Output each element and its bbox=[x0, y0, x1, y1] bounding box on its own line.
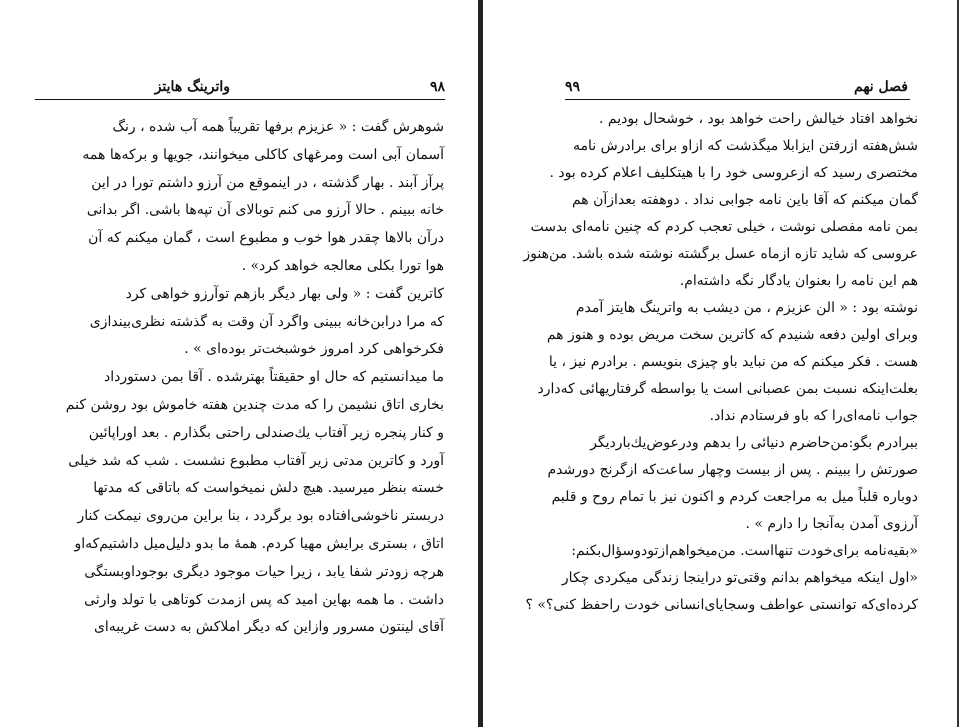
page-number: ۹۸ bbox=[429, 79, 445, 95]
text-line: خسته بنظر میرسید. هیچ دلش نمیخواست که باتاقی که مدتها bbox=[93, 480, 444, 497]
text-line: شوهرش گفت : « عزیزم برفها تقریباً همه آب شده ، رنگ bbox=[112, 119, 444, 135]
right-page-header bbox=[565, 76, 908, 98]
text-line: آقای لینتون مسرور وازاین که دیگر املاکش به دست غریبه‌ای bbox=[93, 619, 444, 636]
text-line: نخواهد افتاد خیالش راحت خواهد بود ، خوشحال بودیم . bbox=[599, 111, 918, 127]
left-page bbox=[0, 0, 478, 727]
running-title: فصل نهم bbox=[854, 79, 908, 95]
running-title: واترینگ هایتز bbox=[154, 79, 230, 95]
text-line: داشت . ما همه بهاین امید که پس ازمدت کوتاهی با تولد وارثی bbox=[84, 591, 444, 608]
text-line: «بقیه‌نامه برای‌خودت تنهااست. من‌میخواهم‌ازتو‌دوسؤال‌بکنم: bbox=[571, 543, 918, 559]
text-line: آسمان آبی است ومرغهای کاکلی میخوانند، جویها و برکه‌ها همه bbox=[82, 146, 444, 163]
text-line: هست . فکر میکنم که من نباید باو چیزی بنویسم . برادرم نیز ، یا bbox=[548, 354, 918, 370]
text-line: اتاق ، بستری برایش مهیا کردم. همهٔ ما بدو دلیل‌میل داشتیم‌که‌او bbox=[74, 536, 444, 552]
right-page-edge bbox=[957, 0, 959, 727]
text-line: دوباره قلباً میل به مراجعت کردم و اکنون نیز با تمام روح و قلبم bbox=[551, 489, 918, 505]
text-line: و کنار پنجره زیر آفتاب یك‌صندلی راحتی بگذارم . بعد اورا‌پائین bbox=[88, 424, 444, 441]
text-line: شش‌هفته ازرفتن ایزابلا میگذشت که ازاو برای برادرش نامه bbox=[573, 138, 918, 154]
text-line: هرچه زودتر شفا یابد ، زیرا حیات موجود دیگری بوجوداو‌بستگی bbox=[84, 563, 444, 580]
text-line: آرزوی آمدن به‌آنجا را دارم » . bbox=[745, 516, 918, 532]
text-line: گمان میکنم که آقا باین نامه جوابی نداد . دوهفته بعدازآن هم bbox=[571, 192, 918, 208]
text-line: کاترین گفت : « ولی بهار دیگر بازهم توآرزو خواهی کرد bbox=[125, 285, 444, 302]
text-line: فکرخواهی کرد امروز خوشبخت‌تر بوده‌ای » . bbox=[184, 341, 444, 358]
page-number: ۹۹ bbox=[565, 79, 581, 95]
text-line: ببرادرم بگو:‌من‌حاضرم دنیائی را بدهم و‌درعوض‌یك‌بار‌دیگر bbox=[590, 435, 918, 451]
text-line: صورتش را ببینم . پس از بیست وچهار ساعت‌که ازگرنج دورشدم bbox=[547, 462, 918, 478]
text-line: نوشته بود : « الن عزیزم ، من دیشب به واترینگ هایتز آمدم bbox=[575, 300, 918, 316]
text-line: کرده‌ای‌که توانستی عواطف وسجایای‌انسانی خودت راحفظ کنی؟» ؟ bbox=[525, 597, 918, 613]
text-line: پرآز آبند . بهار گذشته ، در اینموقع من آرزو داشتم تورا در این bbox=[91, 174, 444, 191]
text-line: عروسی که شاید تازه ازماه عسل برگشته نوشته شده باشد. من‌هنوز bbox=[523, 246, 918, 262]
text-line: مختصری رسید که ازعروسی خود را با هیتکلیف اعلام کرده بود . bbox=[549, 165, 918, 181]
text-line: خانه ببینم . حالا آرزو می کنم توبالای آن تپه‌ها باشی. اگر بدانی bbox=[86, 202, 444, 219]
left-page-header bbox=[35, 76, 445, 98]
text-line: آورد و کاترین مدتی زیر آفتاب مطبوع نشست . شب که شد خیلی bbox=[68, 452, 444, 469]
header-rule bbox=[565, 99, 910, 100]
text-line: «اول اینکه میخواهم بدانم وقتی‌تو دراینجا زندگی میکردی چکار bbox=[561, 570, 918, 586]
text-line: درآن بالاها چقدر هوا خوب و مطبوع است ، گمان میکنم که آن bbox=[88, 230, 444, 247]
text-line: ما میدانستیم که حال او حقیقتاً بهترشده . آقا بمن دستورداد bbox=[103, 369, 444, 386]
text-line: جواب نامه‌ای‌را که باو فرستادم نداد. bbox=[709, 408, 918, 424]
text-line: بخاری اتاق نشیمن را که مدت چندین هفته خاموش بود روشن کنم bbox=[65, 397, 444, 413]
text-line: وبرای اولین دفعه شنیدم که کاترین سخت مریض بوده و هنوز هم bbox=[546, 327, 918, 343]
right-page-text bbox=[523, 110, 918, 650]
text-line: که مرا درابن‌خانه ببینی واگرد آن وقت به گذشته نظری‌بیندازی bbox=[89, 313, 444, 330]
text-line: بمن نامه مفصلی نوشت ، خیلی تعجب کردم که چنین نامه‌ای بدست bbox=[530, 219, 918, 235]
header-rule bbox=[35, 99, 445, 100]
left-page-text bbox=[34, 118, 444, 658]
right-page bbox=[483, 0, 961, 727]
text-line: بعلت‌اینکه نسبت بمن عصبانی است یا بواسطه گرفتاریهائی که‌دارد bbox=[537, 381, 918, 397]
text-line: دربستر ناخوشی‌افتاده بود برگردد ، بنا براین من‌روی نیمکت کنار bbox=[77, 508, 444, 525]
text-line: هم این نامه را بعنوان یادگار نگه داشته‌ام. bbox=[679, 273, 918, 289]
text-line: هوا تورا بکلی معالجه خواهد کرد» . bbox=[241, 258, 444, 274]
